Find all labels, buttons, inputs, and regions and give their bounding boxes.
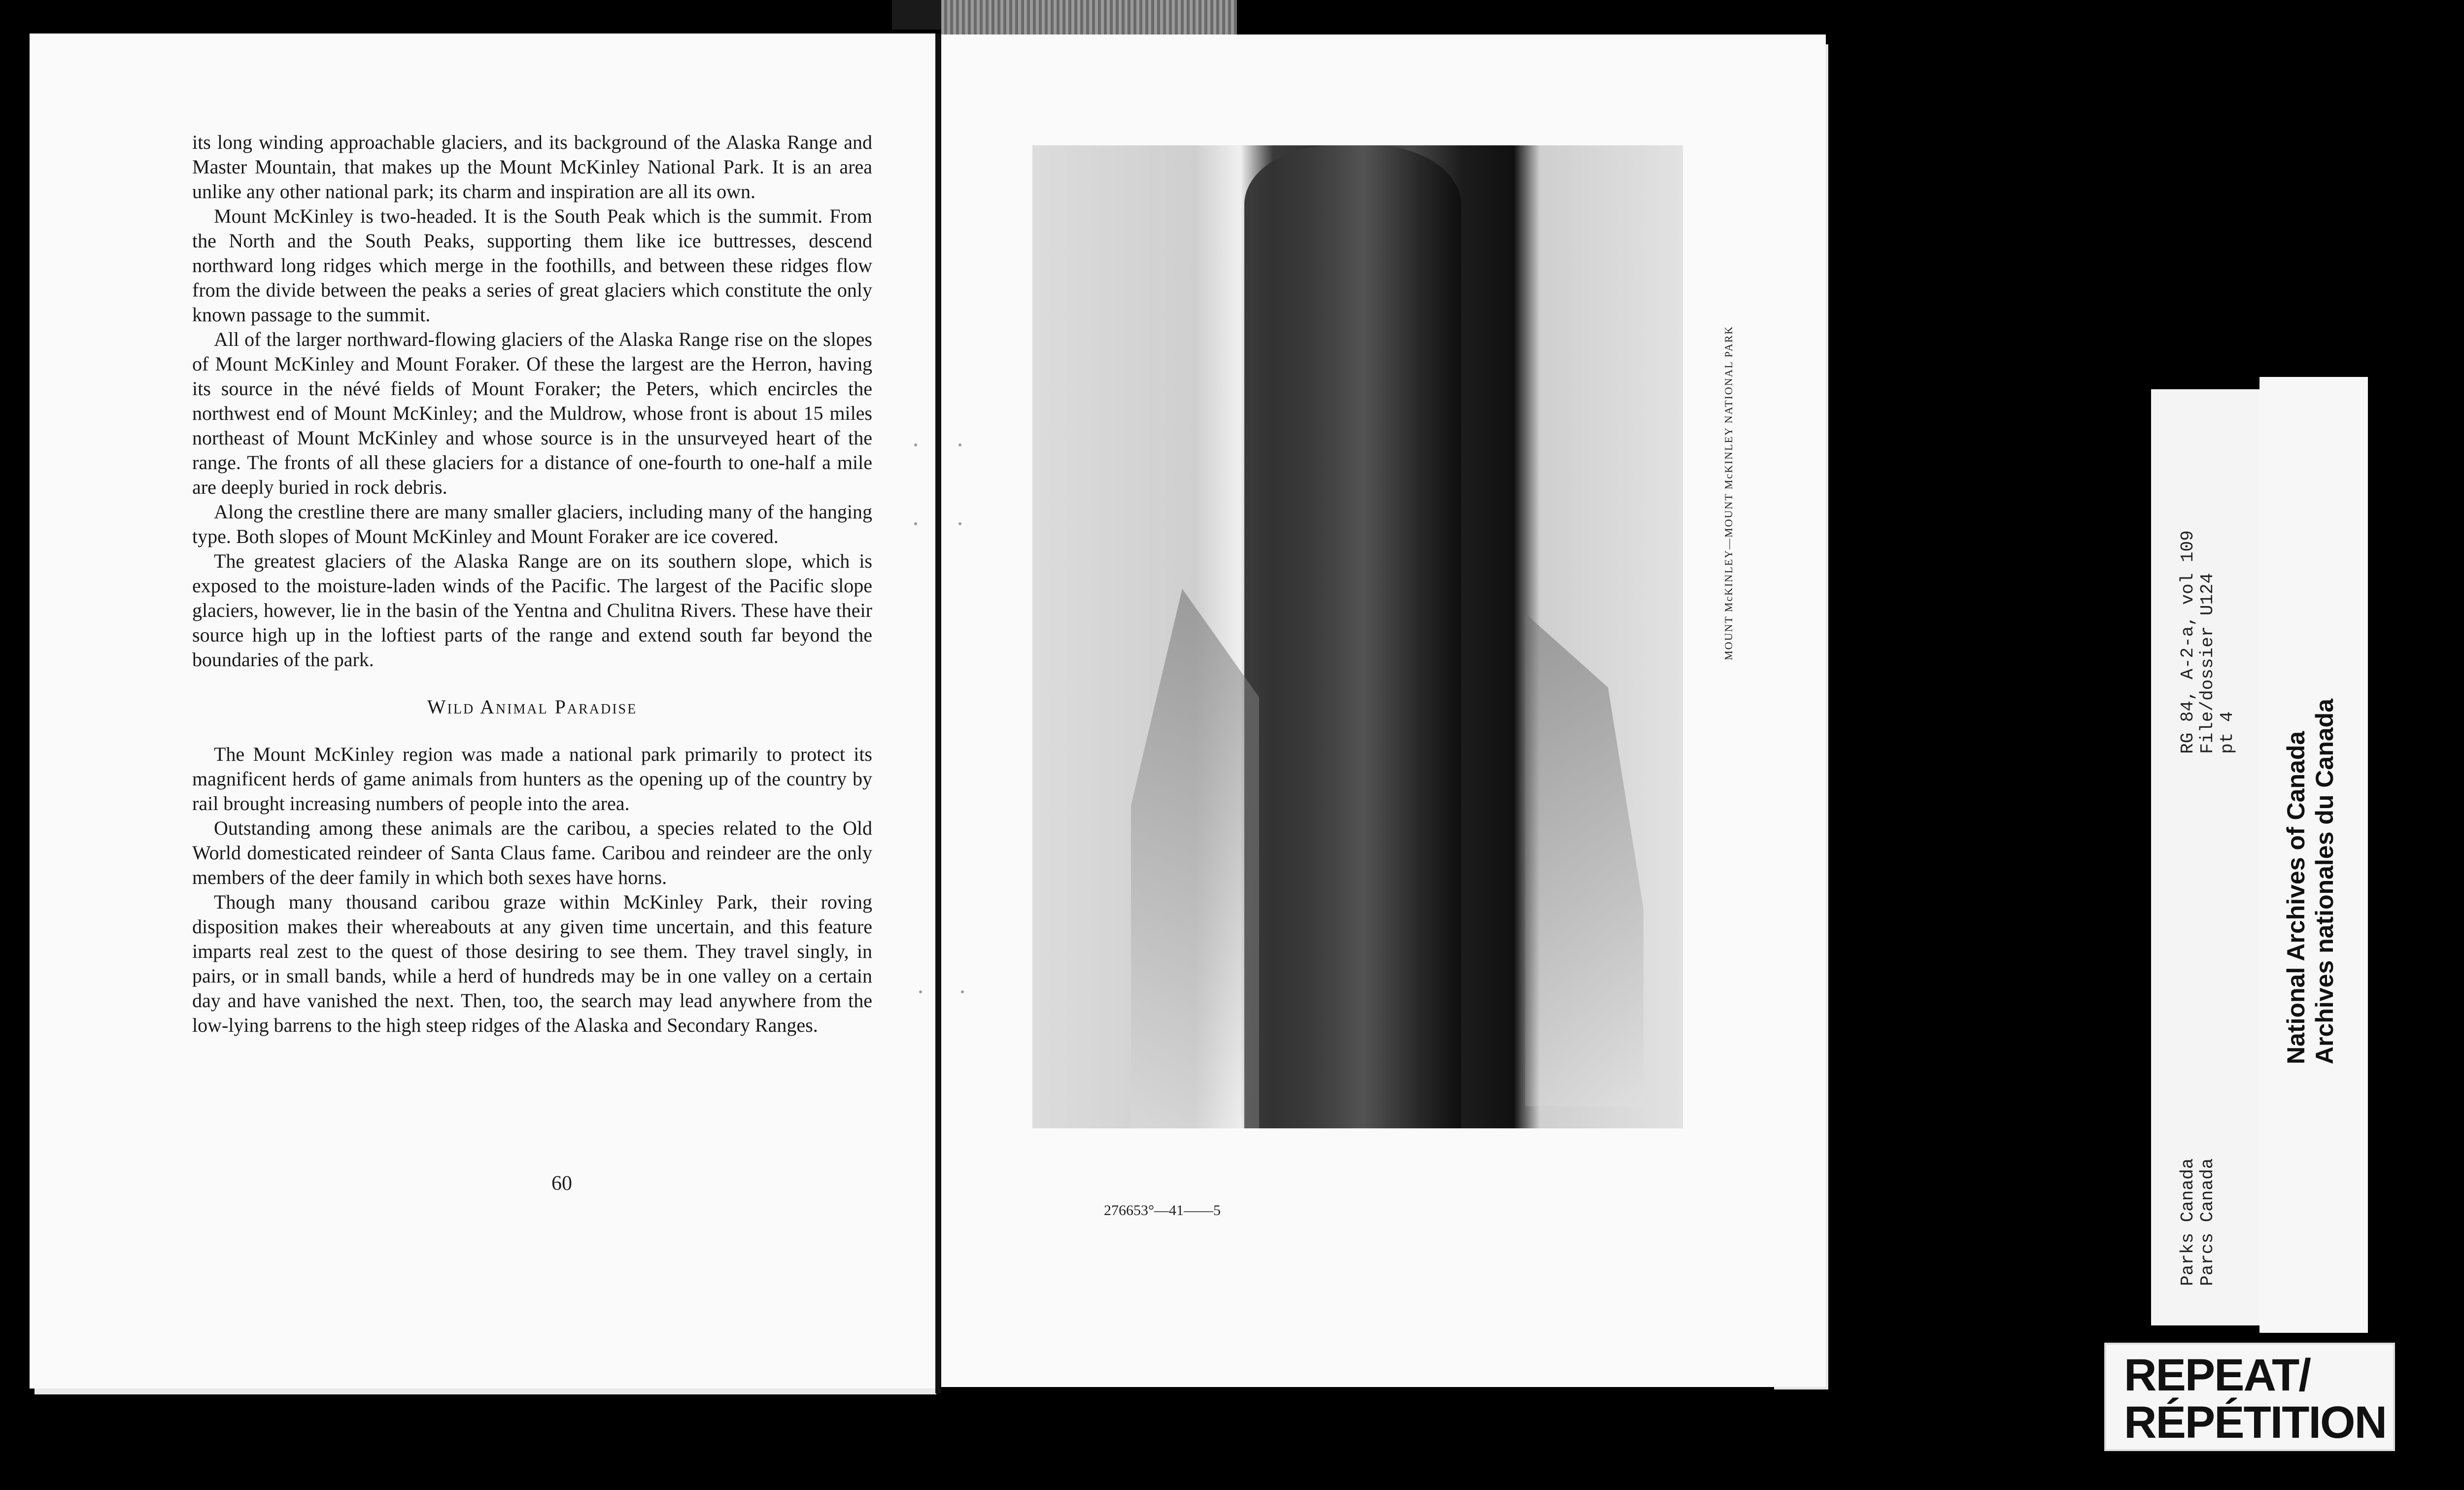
section-heading: Wild Animal Paradise (427, 696, 638, 718)
archives-label-line: Archives nationales du Canada (2311, 699, 2338, 1064)
photo-ridge (1244, 145, 1461, 1128)
archive-reference-line: pt 4 (2217, 711, 2237, 754)
archives-label-line: National Archives of Canada (2282, 731, 2310, 1064)
book-gutter (935, 34, 941, 1393)
margin-mark (958, 522, 961, 525)
page-number (30, 1172, 936, 1195)
photo-snow-peak (1525, 613, 1643, 1106)
paragraph: The Mount McKinley region was made a national park primarily to protect its magnificent herds of game animals from hunters as the opening up of the country by rail brought increasing numbers of people into the area. (192, 743, 872, 814)
margin-mark (914, 522, 917, 525)
margin-mark (919, 990, 922, 993)
spine-cloth (941, 0, 1237, 39)
print-code: 276653°—41——5 (1104, 1202, 1221, 1219)
paragraph: All of the larger northward-flowing glaciers of the Alaska Range rise on the slopes of Mount McKinley and Mount Foraker. Of these the largest are the Herron, having its source in the névé fields of Mount Foraker; the Peters, which encircles the northwest end of Mount McKinley; and the Muldrow, whose front is about 15 miles northeast of Mount McKinley and whose source is in the unsurveyed heart of the range. The fronts of all these glaciers for a distance of one-fourth to one-half a mile are deeply buried in rock debris. (192, 328, 872, 498)
paragraph: Along the crestline there are many smaller glaciers, including many of the hanging type. Both slopes of Mount McKinley and Mount Foraker are ice covered. (192, 501, 872, 547)
paragraph: The greatest glaciers of the Alaska Range are on its southern slope, which is exposed to the moisture-laden winds of the Pacific. The largest of the Pacific slope glaciers, however, lie in the basin of the Yentna and Chulitna Rivers. These have their source high up in the loftiest parts of the range and extend south far beyond the boundaries of the park. (192, 550, 872, 671)
page-number-text: 60 (551, 1172, 572, 1195)
paragraph: its long winding approachable glaciers, and its background of the Alaska Range and Master Mountain, that makes up the Mount McKinley National Park. It is an area unlike any other national park; its charm and inspiration are all its own. (192, 131, 872, 203)
repeat-stamp-line: REPEAT/ (2124, 1350, 2310, 1400)
parks-canada-label (2178, 1109, 2218, 1286)
paragraph: Though many thousand caribou graze within McKinley Park, their roving disposition makes their whereabouts at any given time uncertain, and this feature imparts real zest to the quest of those desiring to see them. They travel singly, in pairs, or in small bands, while a herd of hundreds may be in one valley on a certain day and have vanished the next. Then, too, the search may lead anywhere from the low-lying barrens to the high steep ridges of the Alaska and Secondary Ranges. (192, 891, 872, 1036)
spine-shadow (892, 0, 941, 30)
repeat-stamp-line: RÉPÉTITION (2124, 1397, 2387, 1448)
repeat-stamp (2104, 1343, 2395, 1451)
left-page-text (192, 130, 872, 1038)
margin-mark (914, 443, 917, 446)
parks-label-line: Parks Canada (2178, 1158, 2198, 1286)
mountain-photograph (1032, 145, 1683, 1128)
margin-mark (958, 443, 961, 446)
photo-caption: MOUNT McKINLEY—MOUNT McKINLEY NATIONAL PARK (1722, 325, 1735, 660)
archive-reference-line: File/dossier U124 (2197, 573, 2218, 754)
parks-label-line: Parcs Canada (2197, 1158, 2218, 1286)
archive-reference (2178, 409, 2237, 754)
archive-reference-line: RG 84, A-2-a, vol 109 (2178, 530, 2198, 754)
margin-mark (961, 990, 964, 993)
national-archives-label (2282, 631, 2339, 1064)
paragraph: Mount McKinley is two-headed. It is the South Peak which is the summit. From the North and the South Peaks, supporting them like ice buttresses, descend northward long ridges which merge in the foothills, and between these ridges flow from the divide between the peaks a series of great glaciers which constitute the only known passage to the summit. (192, 205, 872, 326)
photo-snow-peak (1131, 589, 1259, 1128)
left-page (30, 34, 936, 1388)
paragraph: Outstanding among these animals are the caribou, a species related to the Old World domesticated reindeer of Santa Claus fame. Caribou and reindeer are the only members of the deer family in which both sexes have horns. (192, 817, 872, 888)
